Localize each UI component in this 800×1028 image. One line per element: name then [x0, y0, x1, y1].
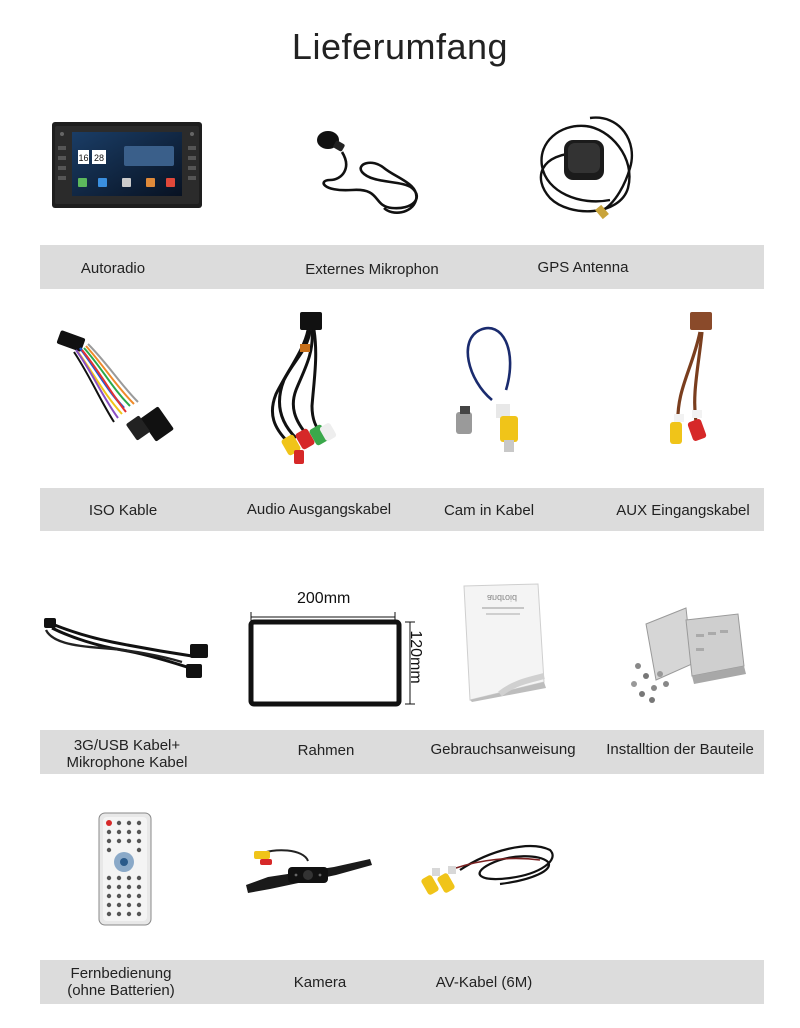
label-audio-ausgangskabel: Audio Ausgangskabel	[246, 501, 392, 518]
frame-image	[245, 608, 425, 718]
label-rahmen: Rahmen	[297, 742, 355, 759]
label-fernbedienung: Fernbedienung (ohne Batterien)	[67, 965, 175, 999]
label-aux-eingangskabel: AUX Eingangskabel	[616, 502, 750, 519]
label-iso-kable: ISO Kable	[88, 502, 158, 519]
label-gebrauchsanweisung: Gebrauchsanweisung	[430, 741, 576, 758]
label-autoradio: Autoradio	[80, 260, 146, 277]
iso-cable-image	[52, 330, 182, 450]
cam-in-cable-image	[448, 320, 528, 460]
aux-input-cable-image	[652, 310, 722, 460]
remote-control-image	[98, 812, 152, 926]
label-usb-mikrophone-kabel: 3G/USB Kabel+ Mikrophone Kabel	[66, 737, 188, 771]
mounting-parts-image	[626, 604, 754, 708]
label-externes-mikrophon: Externes Mikrophon	[305, 261, 439, 278]
frame-width-label: 200mm	[297, 590, 351, 607]
label-gps-antenna: GPS Antenna	[537, 259, 629, 276]
av-cable-image	[420, 830, 560, 904]
radio-day: 16	[78, 153, 89, 163]
user-manual-image	[460, 582, 550, 704]
gps-antenna-image	[530, 108, 640, 228]
audio-output-cable-image	[264, 310, 348, 470]
manual-brand: android	[486, 593, 518, 603]
microphone-image	[312, 128, 427, 220]
label-installtion-der-bauteile: Installtion der Bauteile	[606, 741, 754, 758]
car-radio-image	[52, 122, 202, 208]
camera-image	[244, 845, 374, 895]
radio-date: 28	[93, 153, 105, 163]
label-kamera: Kamera	[293, 974, 347, 991]
page-title: Lieferumfang	[291, 26, 509, 67]
label-av-kabel: AV-Kabel (6M)	[435, 974, 533, 991]
frame-height-label: 120mm	[407, 630, 424, 684]
label-cam-in-kabel: Cam in Kabel	[443, 502, 535, 519]
usb-microphone-cable-image	[42, 612, 212, 682]
